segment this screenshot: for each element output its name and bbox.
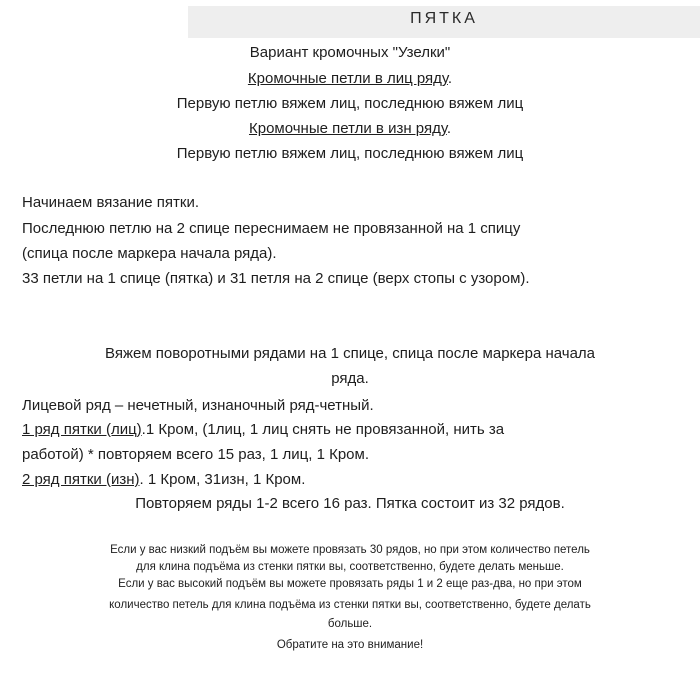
row-1-line: [22, 421, 504, 439]
row-1-text-2: работой) * повторяем всего 15 раз, 1 лиц, 1 Кром.: [22, 446, 369, 463]
edge-purl-row-heading-text: Кромочные петли в изн ряду: [248, 120, 447, 137]
note-low-2: для клина подъёма из стенки пятки вы, соответственно, будете делать меньше.: [136, 561, 564, 573]
note-high-1: Если у вас высокий подъём вы можете провязать ряды 1 и 2 еще раз-два, но при этом: [118, 578, 582, 590]
edge-purl-row-text: Первую петлю вяжем лиц, последнюю вяжем лиц: [176, 145, 524, 162]
edge-variant: Вариант кромочных "Узелки": [249, 44, 451, 61]
rows-intro-2: ряда.: [331, 370, 369, 387]
row-2-label: 2 ряд пятки (изн): [22, 471, 140, 488]
row-1-label: 1 ряд пятки (лиц): [22, 421, 142, 438]
note-high-3: больше.: [327, 618, 373, 630]
row-2-line: [22, 471, 305, 489]
edge-face-row-heading: [0, 70, 700, 88]
row-1-text: .1 Кром, (1лиц, 1 лиц снять не провязанной, нить за: [141, 421, 505, 438]
edge-purl-row-heading: [0, 120, 700, 138]
edge-face-row-heading-tail: .: [447, 70, 453, 87]
edge-face-row-text: Первую петлю вяжем лиц, последнюю вяжем лиц: [176, 95, 524, 112]
page-title: ПЯТКА: [410, 10, 478, 27]
start-line-3: (спица после маркера начала ряда).: [22, 245, 277, 262]
start-line-2: Последнюю петлю на 2 спице переснимаем не провязанной на 1 спицу: [22, 220, 521, 237]
rows-parity: Лицевой ряд – нечетный, изнаночный ряд-четный.: [22, 397, 374, 414]
note-high-2: количество петель для клина подъёма из стенки пятки вы, соответственно, будете делать: [109, 599, 591, 611]
rows-repeat: Повторяем ряды 1-2 всего 16 раз. Пятка состоит из 32 рядов.: [135, 495, 565, 512]
start-line-1: Начинаем вязание пятки.: [22, 194, 200, 211]
rows-intro-1: Вяжем поворотными рядами на 1 спице, спица после маркера начала: [104, 345, 596, 362]
edge-purl-row-heading-tail: .: [446, 120, 451, 137]
edge-face-row-heading-text: Кромочные петли в лиц ряду: [247, 70, 448, 87]
note-low-1: Если у вас низкий подъём вы можете провязать 30 рядов, но при этом количество петель: [110, 544, 590, 556]
row-2-text: . 1 Кром, 31изн, 1 Кром.: [139, 471, 306, 488]
note-attention: Обратите на это внимание!: [276, 639, 424, 651]
start-line-4: 33 петли на 1 спице (пятка) и 31 петля на 2 спице (верх стопы с узором).: [22, 270, 530, 287]
